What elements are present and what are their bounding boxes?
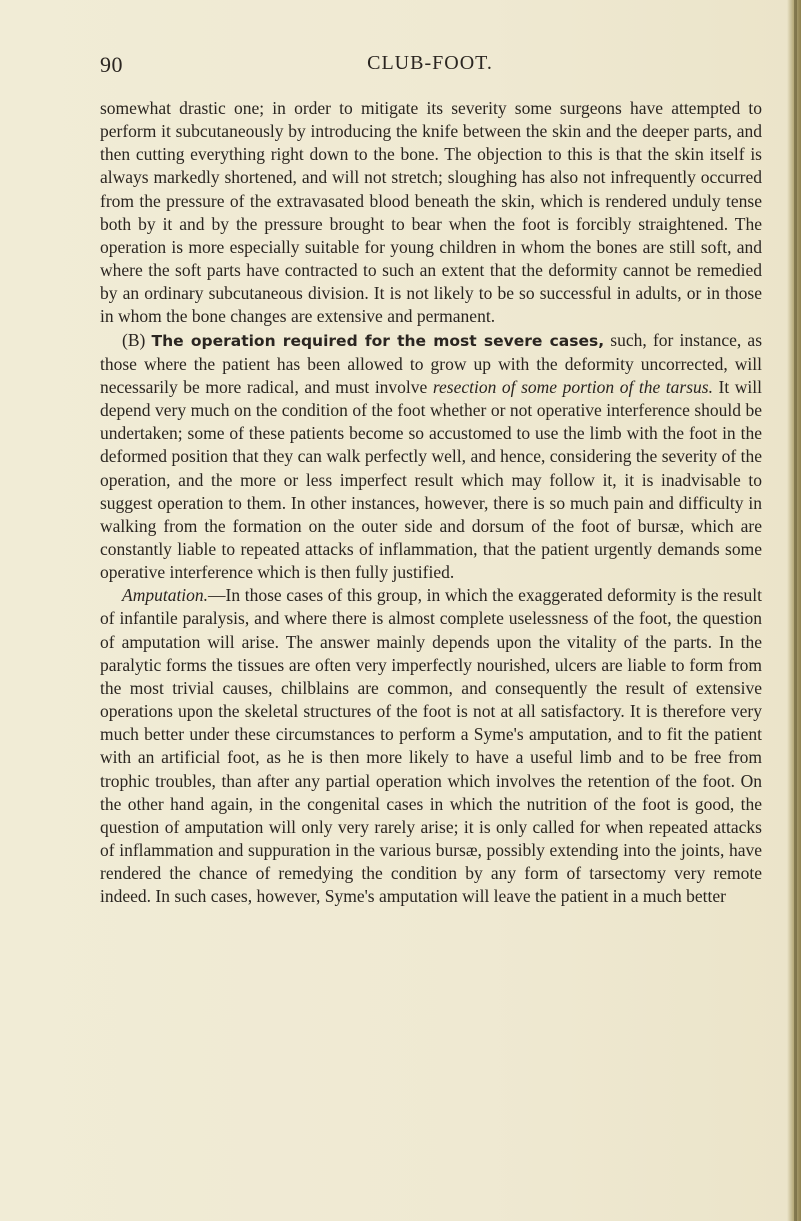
body-text <box>100 97 762 908</box>
page-number: 90 <box>100 52 123 77</box>
paragraph-text: —In those cases of this group, in which the exaggerated deformity is the result of infantile paralysis, and where there is almost complete uselessness of the foot, the question of amputation will arise. The answer mainly depends upon the vitality of the parts. In the paralytic forms the tissues are often very imperfectly nourished, ulcers are liable to form from the most trivial causes, chilblains are common, and consequently the result of extensive operations upon the skeletal structures of the foot is not at all satisfactory. It is therefore very much better under these circumstances to perform a Syme's amputation, and to fit the patient with an artificial foot, as he is then more likely to have a useful limb and to be free from trophic troubles, than after any partial operation which involves the retention of the foot. On the other hand again, in the congenital cases in which the nutrition of the foot is good, the question of amputation will only very rarely arise; it is only called for when repeated attacks of inflammation and suppuration in the various bursæ, possibly extending into the joints, have rendered the chance of remedying the condition by any form of tarsectomy very remote indeed. In such cases, however, Syme's amputation will leave the patient in a much better <box>100 585 762 907</box>
section-label: (B) <box>122 329 146 350</box>
running-head: CLUB-FOOT. <box>367 52 493 74</box>
paragraph-text: such, for instance, as those where the patient has been allowed to grow up with the deformity uncorrected, will necessarily be more radical, and must involve <box>100 329 763 397</box>
page-header <box>100 52 760 82</box>
paragraph-continuation: somewhat drastic one; in order to mitigate its severity some surgeons have attempted to perform it subcutaneously by introducing the knife between the skin and the deeper parts, and then cutting everything right down to the bone. The objection to this is that the skin itself is always markedly shortened, and will not stretch; sloughing has also not infrequently occurred from the pressure of the extravasated blood beneath the skin, which is rendered unduly tense both by it and by the pressure brought to bear when the foot is forcibly straightened. The operation is more especially suitable for young children in whom the bones are still soft, and where the soft parts have contracted to such an extent that the deformity cannot be remedied by an ordinary subcutaneous division. It is not likely to be so successful in adults, or in those in whom the bone changes are extensive and permanent. <box>100 98 762 327</box>
section-heading: The operation required for the most severe cases, <box>151 331 605 350</box>
page-edge-line <box>794 0 797 1221</box>
paragraph-amputation <box>100 584 762 908</box>
italic-term: resection of some portion of the tarsus. <box>432 376 713 397</box>
subsection-heading: Amputation. <box>122 585 209 606</box>
paragraph-resection <box>100 329 762 585</box>
paragraph-text: It will depend very much on the condition of the foot whether or not operative interference should be undertaken; some of these patients become so accustomed to use the limb with the foot in the deformed position that they can walk perfectly well, and hence, considering the severity of the operation, and the more or less imperfect result which may follow it, it is inadvisable to suggest operation to them. In other instances, however, there is so much pain and difficulty in walking from the formation on the outer side and dorsum of the foot of bursæ, which are constantly liable to repeated attacks of inflammation, that the patient urgently demands some operative interference which is then fully justified. <box>100 376 762 583</box>
